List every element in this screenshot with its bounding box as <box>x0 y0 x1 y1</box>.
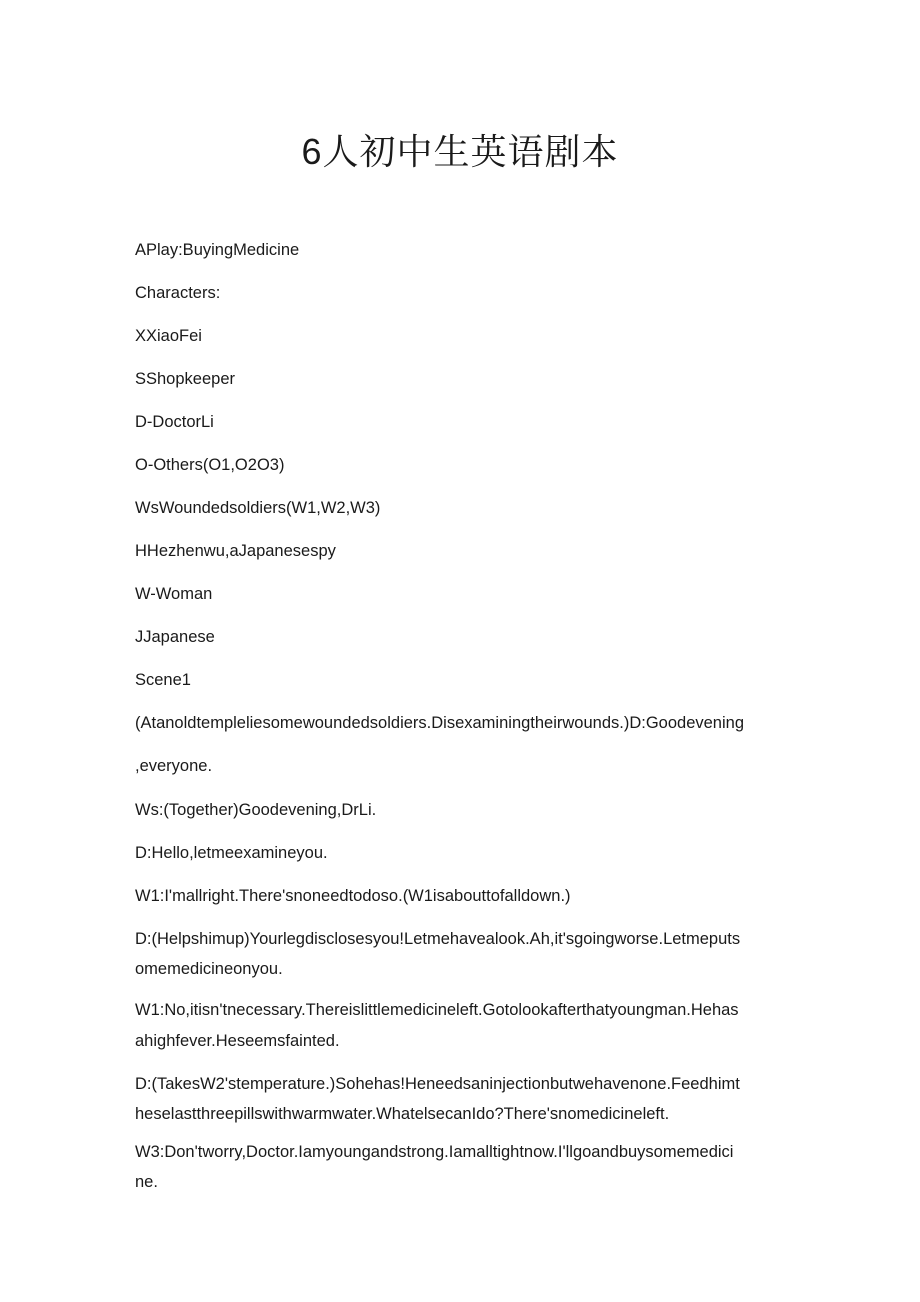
document-title: 6人初中生英语剧本 <box>301 131 619 172</box>
character-line: W-Woman <box>135 585 213 603</box>
character-line: HHezhenwu,aJapanesespy <box>135 542 336 560</box>
dialogue-line: D:(TakesW2'stemperature.)Sohehas!Heneedsaninjectionbutwehavenone.Feedhimt <box>135 1075 740 1093</box>
character-line: D-DoctorLi <box>135 413 214 431</box>
dialogue-line: Ws:(Together)Goodevening,DrLi. <box>135 801 377 819</box>
dialogue-line: ,everyone. <box>135 757 213 775</box>
character-line: SShopkeeper <box>135 370 235 388</box>
character-line: O-Others(O1,O2O3) <box>135 456 285 474</box>
dialogue-line: D:(Helpshimup)Yourlegdisclosesyou!Letmehavealook.Ah,it'sgoingworse.Letmeputs <box>135 930 741 948</box>
characters-heading: Characters: <box>135 284 221 302</box>
character-line: JJapanese <box>135 628 215 646</box>
play-title-line: APlay:BuyingMedicine <box>135 241 300 259</box>
dialogue-line: omemedicineonyou. <box>135 960 283 978</box>
dialogue-line: ahighfever.Heseemsfainted. <box>135 1032 340 1050</box>
character-line: XXiaoFei <box>135 327 202 345</box>
scene-heading: Scene1 <box>135 671 191 689</box>
dialogue-line: W1:I'mallright.There'snoneedtodoso.(W1isabouttofalldown.) <box>135 887 571 905</box>
character-line: WsWoundedsoldiers(W1,W2,W3) <box>135 499 381 517</box>
dialogue-line: W1:No,itisn'tnecessary.Thereislittlemedicineleft.Gotolookafterthatyoungman.Hehas <box>135 1001 739 1019</box>
dialogue-line: (Atanoldtempleliesomewoundedsoldiers.Disexaminingtheirwounds.)D:Goodevening <box>135 714 745 732</box>
dialogue-line: ne. <box>135 1173 158 1191</box>
dialogue-line: D:Hello,letmeexamineyou. <box>135 844 328 862</box>
dialogue-line: heselastthreepillswithwarmwater.WhatelsecanIdo?There'snomedicineleft. <box>135 1105 670 1123</box>
dialogue-line: W3:Don'tworry,Doctor.Iamyoungandstrong.Iamalltightnow.I'llgoandbuysomemedici <box>135 1143 734 1161</box>
